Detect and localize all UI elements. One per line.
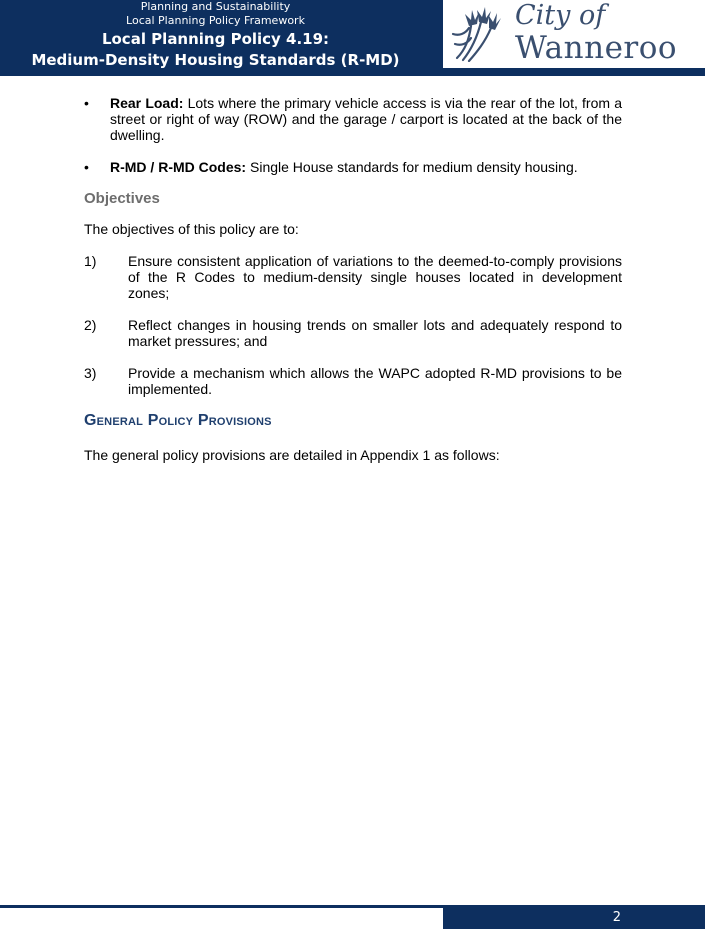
header-underbar [443,68,705,76]
bullet-icon: • [84,95,89,111]
definition-rear-load [84,95,622,143]
city-logo [443,0,705,68]
objective-item-1 [84,253,622,301]
list-number: 2) [84,317,97,333]
footer-page-box [443,905,705,929]
department-label: Planning and Sustainability [140,0,291,13]
header-title-block [0,0,431,76]
definition-term: R-MD / R-MD Codes: [110,159,247,175]
objective-text: Ensure consistent application of variations to the deemed-to-comply provisions of the R Codes to medium-density single houses located in development zones; [128,253,622,301]
objectives-intro: The objectives of this policy are to: [84,221,299,237]
logo-text-wanneroo: Wanneroo [515,30,678,66]
general-provisions-text: The general policy provisions are detailed in Appendix 1 as follows: [84,447,500,463]
logo-text-city-of: City of [515,0,606,31]
objective-item-2 [84,317,622,349]
definition-text: Single House standards for medium density housing. [246,159,578,175]
kangaroo-paw-logo-icon [451,4,507,62]
general-provisions-heading: General Policy Provisions [84,412,272,429]
objective-text: Reflect changes in housing trends on smaller lots and adequately respond to market pressures; and [128,317,622,349]
bullet-icon: • [84,159,89,175]
definition-rmd-codes [84,159,622,175]
list-number: 3) [84,365,97,381]
definition-term: Rear Load: [110,95,184,111]
framework-label: Local Planning Policy Framework [126,14,305,27]
definition-text: Lots where the primary vehicle access is via the rear of the lot, from a street or right of way (ROW) and the garage / carport is located at the back of the dwelling. [110,95,623,143]
objectives-heading: Objectives [84,190,160,207]
objective-item-3 [84,365,622,397]
policy-title: Medium-Density Housing Standards (R-MD) [31,51,400,69]
page-body [84,95,622,479]
page-number: 2 [612,910,621,925]
page-header [0,0,705,76]
policy-number: Local Planning Policy 4.19: [101,30,330,48]
list-number: 1) [84,253,97,269]
header-divider [431,0,443,76]
objective-text: Provide a mechanism which allows the WAPC adopted R-MD provisions to be implemented. [128,365,622,397]
